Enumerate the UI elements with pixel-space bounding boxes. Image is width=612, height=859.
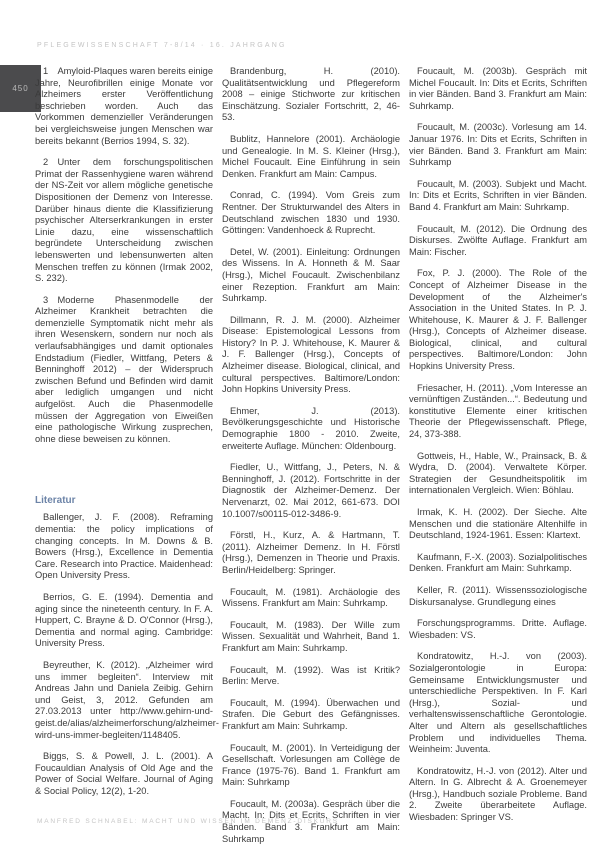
journal-header: PFLEGEWISSENSCHAFT 7-8/14 · 16. JAHRGANG <box>37 42 287 49</box>
column-3 <box>409 66 587 855</box>
column-2 <box>222 66 400 855</box>
reference-entry: Foucault, M. (2003b). Gespräch mit Michel Foucault. In: Dits et Ecrits, Schriften in vier Bänden. Band 3. Frankfurt am Main: Suhrkamp. <box>409 66 587 111</box>
reference-entry: Ehmer, J. (2013). Bevölkerungsgeschichte und Historische Demographie 1800 - 2010. Zweite, erweiterte Auflage. München: Oldenbourg. <box>222 405 400 451</box>
reference-entry: Ballenger, J. F. (2008). Reframing dementia: the policy implications of changing concepts. In M. Downs & B. Bowers (Hrsg.), Excellence in Dementia Care. Research into Practice. Maidenhead: Open University Press. <box>35 512 213 581</box>
reference-entry: Beyreuther, K. (2012). „Alzheimer wird uns immer begleiten“. Interview mit Andreas Jahn und Daniela Zeibig. Gehirn und Geist, 3, 2012. Gefunden am 27.03.2013 unter http://www.gehirn-und-geist.de/alias/alzheimerforschung/alzheimer-wird-uns-immer-begleiten/1148405. <box>35 659 219 740</box>
reference-entry: Biggs, S. & Powell, J. L. (2001). A Foucauldian Analysis of Old Age and the Power of Social Welfare. Journal of Aging & Social Policy, 12(2), 1-20. <box>35 751 213 796</box>
endnote-paragraph: 2 Unter dem forschungspolitischen Primat der Rassenhygiene waren während der NS-Zeit vor allem mögliche genetische Dispositionen der Demenz von Interesse. Darüber hinaus diente die Klassifizierung psychischer Alterserkrankungen in erster Linie dazu, eine wissenschaftlich begründete Unterscheidung zwischen lebenswerten und lebensunwerten alten Menschen treffen zu können (Irmak 2002, S. 232). <box>35 157 213 284</box>
reference-entry: Foucault, M. (2012). Die Ordnung des Diskurses. Zwölfte Auflage. Frankfurt am Main: Fischer. <box>409 223 587 257</box>
reference-entry: Conrad, C. (1994). Vom Greis zum Rentner. Der Strukturwandel des Alters in Deutschland zwischen 1830 und 1930. Göttingen: Vandenhoeck & Ruprecht. <box>222 190 400 236</box>
references-column-1 <box>35 512 219 797</box>
column-1 <box>35 66 219 855</box>
reference-entry: Fox, P. J. (2000). The Role of the Concept of Alzheimer Disease in the Development of the Alzheimer's Association in the United States. In P. J. Whitehouse, K. Maurer & J. F. Ballenger (Hrsg.), Concepts of Alzheimer disease. Biological, clinical, and cultural perspectives. Baltimore/London: John Hopkins University Press. <box>409 268 587 372</box>
reference-entry: Foucault, M. (2003). Subjekt und Macht. In: Dits et Ecrits, Schriften in vier Bänden. Band 4. Frankfurt am Main: Suhrkamp. <box>409 178 587 212</box>
reference-entry: Detel, W. (2001). Einleitung: Ordnungen des Wissens. In A. Honneth & M. Saar (Hrsg.), Michel Foucault. Zwischenbilanz einer Rezeption. Frankfurt am Main: Suhrkamp. <box>222 246 400 304</box>
reference-entry: Foucault, M. (2003a). Gespräch über die Macht. In: Dits et Ecrits, Schriften in vier Bänden. Band 3. Frankfurt am Main: Suhrkamp <box>222 798 400 844</box>
reference-entry: Foucault, M. (2003c). Vorlesung am 14. Januar 1976. In: Dits et Ecrits, Schriften in vier Bänden. Band 3. Frankfurt am Main: Suhrkamp <box>409 122 587 168</box>
reference-entry: Dillmann, R. J. M. (2000). Alzheimer Disease: Epistemological Lessons from History? In P. J. Whitehouse, K. Maurer & J. F. Ballenger (Hrsg.), Concepts of Alzheimer disease. Biological, clinical, and cultural perspectives. Baltimore/London: John Hopkins University Press. <box>222 314 400 395</box>
reference-entry: Foucault, M. (2001). In Verteidigung der Gesellschaft. Vorlesungen am Collège de France (1975-76). Band 1. Frankfurt am Main: Suhrkamp <box>222 742 400 788</box>
reference-entry: Irmak, K. H. (2002). Der Sieche. Alte Menschen und die stationäre Altenhilfe in Deutschland, 1924-1961. Essen: Klartext. <box>409 507 587 541</box>
reference-entry: Foucault, M. (1992). Was ist Kritik? Berlin: Merve. <box>222 664 400 687</box>
reference-entry: Friesacher, H. (2011). „Vom Interesse an vernünftigen Zuständen...“. Bedeutung und konstitutive Elemente einer kritischen Theorie der Pflegewissenschaft. Pflege, 24, 373-388. <box>409 382 587 440</box>
reference-entry: Forschungsprogramms. Dritte. Auflage. Wiesbaden: VS. <box>409 618 587 640</box>
reference-entry: Kaufmann, F.-X. (2003). Sozialpolitisches Denken. Frankfurt am Main: Suhrkamp. <box>409 551 588 574</box>
reference-entry: Kondratowitz, H.-J. von (2012). Alter und Altern. In G. Albrecht & A. Groenemeyer (Hrsg.), Handbuch soziale Probleme. Band 2. Zweite überarbeitete Auflage. Wiesbaden: Springer VS. <box>409 765 587 823</box>
reference-entry: Foucault, M. (1981). Archäologie des Wissens. Frankfurt am Main: Suhrkamp. <box>222 586 400 609</box>
reference-entry: Foucault, M. (1994). Überwachen und Strafen. Die Geburt des Gefängnisses. Frankfurt am Main: Suhrkamp. <box>222 697 400 731</box>
endnotes-section <box>35 66 213 445</box>
reference-entry: Brandenburg, H. (2010). Qualitätsentwicklung und Pflegereform 2008 – einige Stichworte zur kritischen Einschätzung. Sozialer Fortschritt, 2, 46-53. <box>222 66 400 123</box>
reference-entry: Kondratowitz, H.-J. von (2003). Sozialgerontologie in Europa: Gemeinsame Entwicklungsmuster und unterschiedliche Perspektiven. In F. Karl (Hrsg.), Sozial- und verhaltenswissenschaftliche Gerontologie. Alter und Altern als gesellschaftliches Problem und individuelles Thema. Weinheim: Juventa. <box>409 651 587 755</box>
literature-section <box>35 495 219 797</box>
endnote-paragraph: 1 Amyloid-Plaques waren bereits einige Jahre, Neurofibrillen einige Monate vor Alzheimers erster Veröffentlichung beschrieben worden. Auch das Vorkommen demenzieller Veränderungen bei vergleichsweise jungen Menschen war bereits bekannt (Berrios 1994, S. 32). <box>35 66 214 146</box>
text-columns <box>35 66 587 855</box>
reference-entry: Bublitz, Hannelore (2001). Archäologie und Genealogie. In M. S. Kleiner (Hrsg.), Michel Foucault. Eine Einführung in sein Denken. Frankfurt am Main: Campus. <box>222 133 400 179</box>
page-number: 450 <box>12 84 29 93</box>
reference-entry: Foucault, M. (1983). Der Wille zum Wissen. Sexualität und Wahrheit, Band 1. Frankfurt am Main: Suhrkamp. <box>222 619 400 653</box>
journal-footer: MANFRED SCHNABEL: MACHT UND WISSEN IM DEMENZ-DISKURS <box>37 818 339 825</box>
literature-heading: Literatur <box>35 495 76 507</box>
reference-entry: Gottweis, H., Hable, W., Prainsack, B. & Wydra, D. (2004). Verwaltete Körper. Strategien der Gesundheitspolitik im internationalen Vergleich. Wien: Böhlau. <box>409 450 587 496</box>
reference-entry: Förstl, H., Kurz, A. & Hartmann, T. (2011). Alzheimer Demenz. In H. Förstl (Hrsg.), Demenzen in Theorie und Praxis. Berlin/Heidelberg: Springer. <box>222 530 400 575</box>
endnote-paragraph: 3 Moderne Phasenmodelle der Alzheimer Krankheit betrachten die demenzielle Symptomatik nicht mehr als ihren Wesenskern, sondern nur noch als verlaufsabhängiges und damit optionales Endstadium (Fiedler, Wittfang, Peters & Benninghoff 2012) – der Widerspruch zwischen Befund und Befinden wird damit aber lediglich umgangen und nicht aufgelöst. Auch die Phasenmodelle müssen der Aggregation von Eiweißen eine pathologische Wirkung zusprechen, ohne diese beweisen zu können. <box>35 294 213 444</box>
reference-entry: Fiedler, U., Wittfang, J., Peters, N. & Benninghoff, J. (2012). Fortschritte in der Diagnostik der Alzheimer-Demenz. Der Nervenarzt, 02. Mai 2012, 661-673. DOI 10.1007/s00115-012-3486-9. <box>222 462 400 519</box>
reference-entry: Berrios, G. E. (1994). Dementia and aging since the nineteenth century. In F. A. Huppert, C. Brayne & D. O'Connor (Hrsg.), Dementia and normal aging. Cambridge: University Press. <box>35 591 213 649</box>
reference-entry: Keller, R. (2011). Wissenssoziologische Diskursanalyse. Grundlegung eines <box>409 584 587 607</box>
